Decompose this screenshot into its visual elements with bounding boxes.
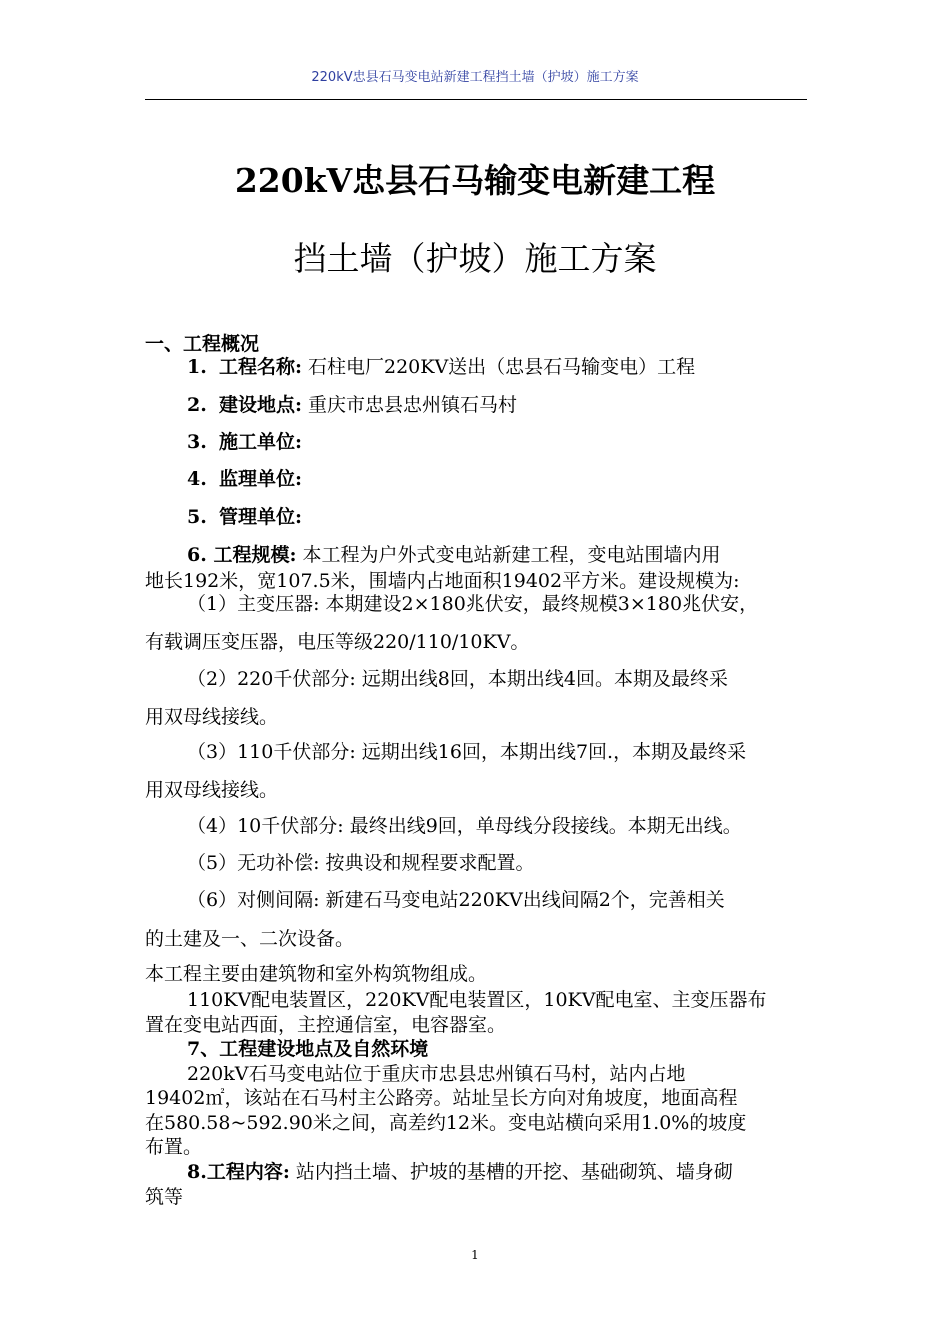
item-label: 管理单位:	[218, 506, 302, 528]
overview-item	[187, 427, 302, 454]
scale-item: （4）10千伏部分: 最终出线9回，单母线分段接线。本期无出线。	[187, 815, 742, 837]
site-heading: 7、工程建设地点及自然环境	[187, 1038, 429, 1060]
content-text: 站内挡土墙、护坡的基槽的开挖、基础砌筑、墙身砌	[295, 1161, 733, 1183]
scale-item: （3）110千伏部分: 远期出线16回，本期出线7回.，本期及最终采	[187, 741, 747, 763]
header-rule	[145, 99, 807, 100]
scale-item-continued: 的土建及一、二次设备。	[145, 928, 355, 950]
scale-item: （5）无功补偿: 按典设和规程要求配置。	[187, 852, 535, 874]
scale-item: （1）主变压器: 本期建设2×180兆伏安，最终规模3×180兆伏安，	[187, 593, 759, 615]
site-text-continued: 在580.58~592.90米之间，高差约12米。变电站横向采用1.0%的坡度	[145, 1112, 747, 1134]
content-paragraph	[187, 1157, 733, 1184]
site-text: 220kV石马变电站位于重庆市忠县忠州镇石马村，站内占地	[187, 1063, 686, 1085]
item-number: 4.	[187, 468, 207, 490]
section-heading: 一、工程概况	[145, 333, 260, 355]
layout-text-continued: 置在变电站西面，主控通信室，电容器室。	[145, 1014, 507, 1036]
content-label: 8.工程内容:	[187, 1161, 290, 1183]
item-number: 2.	[187, 394, 207, 416]
overview-item	[187, 352, 695, 379]
composition-text: 本工程主要由建筑物和室外构筑物组成。	[145, 963, 488, 985]
item-label: 施工单位:	[218, 431, 302, 453]
item-label: 建设地点:	[218, 394, 302, 416]
site-text-continued: 19402㎡，该站在石马村主公路旁。站址呈长方向对角坡度，地面高程	[145, 1087, 738, 1109]
document-subtitle: 挡土墙（护坡）施工方案	[293, 239, 657, 278]
overview-item	[187, 464, 302, 491]
scale-item-continued: 用双母线接线。	[145, 706, 279, 728]
item-label: 监理单位:	[218, 468, 302, 490]
site-text-continued: 布置。	[145, 1136, 203, 1158]
overview-item	[187, 390, 517, 417]
item-value: 石柱电厂220KV送出（忠县石马输变电）工程	[308, 356, 696, 378]
scale-item: （6）对侧间隔: 新建石马变电站220KV出线间隔2个，完善相关	[187, 889, 725, 911]
scale-item-continued: 有载调压变压器，电压等级220/110/10KV。	[145, 631, 530, 653]
item-label: 工程名称:	[218, 356, 302, 378]
scale-paragraph	[187, 540, 721, 567]
scale-text: 本工程为户外式变电站新建工程，变电站围墙内用	[302, 544, 721, 566]
page-number: 1	[471, 1248, 479, 1262]
item-number: 3.	[187, 431, 207, 453]
item-number: 1.	[187, 356, 207, 378]
scale-item: （2）220千伏部分: 远期出线8回，本期出线4回。本期及最终采	[187, 668, 728, 690]
item-number: 5.	[187, 506, 207, 528]
content-text-continued: 筑等	[145, 1186, 184, 1208]
scale-label: 6. 工程规模:	[187, 544, 297, 566]
scale-item-continued: 用双母线接线。	[145, 779, 279, 801]
overview-item	[187, 502, 302, 529]
scale-text-continued: 地长192米，宽107.5米，围墙内占地面积19402平方米。建设规模为:	[145, 570, 740, 592]
item-value: 重庆市忠县忠州镇石马村	[308, 394, 518, 416]
document-title: 220kV忠县石马输变电新建工程	[234, 161, 716, 200]
layout-text: 110KV配电装置区，220KV配电装置区，10KV配电室、主变压器布	[187, 989, 767, 1011]
running-header: 220kV忠县石马变电站新建工程挡土墙（护坡）施工方案	[311, 70, 639, 85]
